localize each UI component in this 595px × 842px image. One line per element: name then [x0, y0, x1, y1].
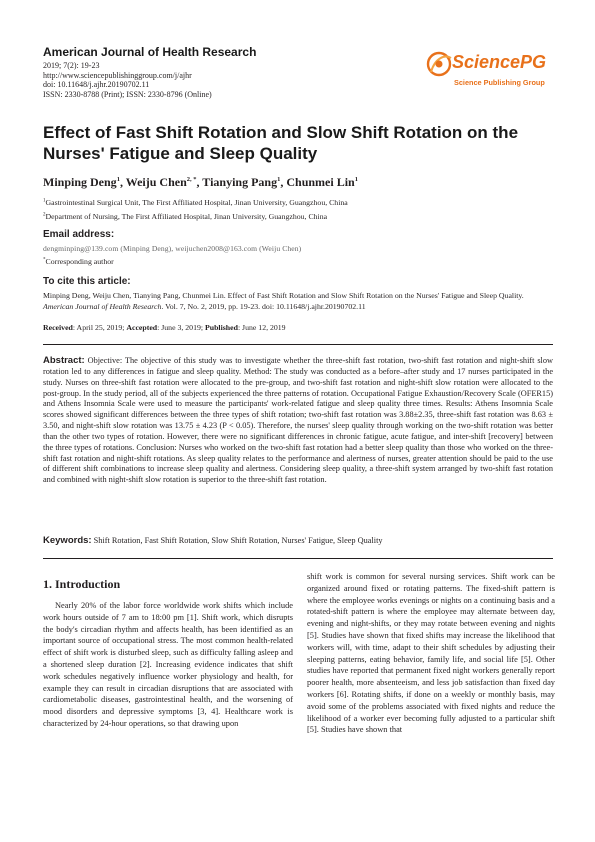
author-name: Tianying Pang — [202, 175, 278, 189]
journal-doi: doi: 10.11648/j.ajhr.20190702.11 — [43, 80, 150, 90]
author-sup: 1 — [116, 176, 120, 183]
affiliation-sup: 1 — [43, 198, 46, 204]
keywords — [43, 535, 553, 546]
article-dates — [43, 323, 286, 332]
divider-bottom — [43, 558, 553, 559]
author-sup: 1 — [354, 176, 358, 183]
section-heading-introduction: 1. Introduction — [43, 577, 121, 591]
journal-issn: ISSN: 2330-8788 (Print); ISSN: 2330-8796 (Online) — [43, 89, 212, 99]
citation-journal: American Journal of Health Research — [43, 301, 162, 311]
corresponding-sup: * — [43, 257, 46, 263]
citation-part-2: . Vol. 7, No. 2, 2019, pp. 19-23. doi: 10.11648/j.ajhr.20190702.11 — [161, 301, 366, 311]
accepted-date: : June 3, 2019; — [157, 323, 205, 332]
keywords-text: Shift Rotation, Fast Shift Rotation, Slow Shift Rotation, Nurses' Fatigue, Sleep Quality — [93, 536, 383, 545]
logo-name: SciencePG — [452, 52, 547, 72]
published-date: : June 12, 2019 — [237, 323, 286, 332]
cite-heading: To cite this article: — [43, 276, 131, 287]
corresponding-author — [43, 257, 114, 266]
author-sup: 2, * — [186, 176, 197, 183]
author-list: Minping Deng$^1$, Weiju Chen$^{2, *}$, Tianying Pang$^1$, Chunmei Lin$^1$ — [43, 175, 358, 189]
keywords-label: Keywords: — [43, 535, 92, 546]
affiliation-text: Gastrointestinal Surgical Unit, The First Affiliated Hospital, Jinan University, Guangzhou, China — [45, 198, 348, 207]
affiliation-text: Department of Nursing, The First Affiliated Hospital, Jinan University, Guangzhou, China — [45, 212, 328, 221]
author-name: Chunmei Lin — [286, 175, 355, 189]
author-name: Weiju Chen — [125, 175, 187, 189]
citation-part-1: Minping Deng, Weiju Chen, Tianying Pang, Chunmei Lin. Effect of Fast Shift Rotation and Slow Shift Rotation on the Nurses' Fatigue and Sleep Quality. — [43, 291, 524, 300]
corresponding-text: Corresponding author — [45, 257, 114, 266]
email-addresses[interactable]: dengminping@139.com (Minping Deng), weijuchen2008@163.com (Weiju Chen) — [43, 244, 302, 253]
paper-title: Effect of Fast Shift Rotation and Slow Shift Rotation on the Nurses' Fatigue and Sleep Quality — [43, 123, 519, 163]
intro-column-right: shift work is common for several nursing services. Shift work can be organized around fixed or rotating patterns. The fixed-shift pattern is where the employee works evenings or nights on a continuing basis and a rotated-shift pattern is where the employee may alternate between day, evening and night-shifts, or they may rotate between evening and nights [5]. Studies have shown that fixed shifts may increase the likelihood that workers will, with time, adapt to their shift schedules by adjusting their sleeping patterns, eating behavior, family life, and social life [5]. Other studies have reported that permanent fixed night workers generally report poorer health, more absenteeism, and less job satisfaction than fixed day workers [6]. Rotating shifts, if done on a weekly or monthly basis, may avoid some of the problems associated with fixed nights and reduce the likelihood of a worker ever becoming fully adjusted to a particular shift [5]. Studies have shown that — [307, 572, 555, 735]
logo-subtitle: Science Publishing Group — [454, 78, 545, 87]
volume-info: 2019; 7(2): 19-23 — [43, 61, 100, 70]
citation-text — [43, 291, 555, 312]
author-sup: 1 — [277, 176, 281, 183]
abstract-text: Objective: The objective of this study was to investigate whether the three-shift fast rotation, two-shift fast rotation and night-shift slow rotation led to any differences in fatigue and sleep quality. Method: The study was conducted as a before–after study and 17 nurses participated in the study. Nurses on three-shift fast rotation were allocated to the pre-group, and two-shift fast rotation and night-shift slow rotation were allocated to the post-group. In the study period, all of the subjects experienced the three patterns of rotation. Occupational Fatigue Exhaustion/Recovery Scale (OFER15) and Athens Insomnia Scale were used to measure the participants' work-related fatigue and sleep quality three times. Results: Athens Insomnia Scale scores showed significant differences between the three types of shift rotation; two-shift fast rotation was 3.88±2.35, three-shift fast rotation was 8.63 ± 3.50, and night-shift slow rotation was 13.75 ± 4.23 (P < 0.05). Therefore, the nurses' sleep quality through working on the two-shift rotation was better than the other two types of rotation. However, there were no significant differences in chronic fatigue, acute fatigue, and inter-shift [recovery] between the three types of rotations. Conclusion: Nurses who worked on the two-shift fast rotation had a better sleep quality than those who worked on the three-shift fast rotation and night-shift rotations. As sleep quality relates to the performance and alertness of nurses, greater attention should be paid to the use of different shift combinations to increase sleep quality and alertness. Considering sleep quality, a three-shift system arranged by two-shift fast rotation and combined with night-shift slow rotation is superior to the three-shift fast rotation. — [43, 356, 553, 485]
journal-url[interactable]: http://www.sciencepublishinggroup.com/j/ajhr — [43, 70, 192, 80]
published-label: Published — [205, 323, 238, 332]
journal-name: American Journal of Health Research — [43, 45, 257, 59]
author-name: Minping Deng — [43, 175, 117, 189]
received-label: Received — [43, 323, 73, 332]
intro-column-left: Nearly 20% of the labor force worldwide work shifts which include work hours outside of 7 am to 18:00 pm [1]. Shift work, which disrupts the body's circadian rhythm and affects health, has been identified as an important source of occupational stress. The most common health-related effect of shift work is disturbed sleep, such as difficulty falling asleep and a shortened sleep duration [2]. Increasing evidence indicates that shift work schedules negatively influence worker physiology and health, for example they can result in circadian disruptions that are associated with cardiometabolic diseases, gastrointestinal health, and the worsening of mood disorders and depressive symptoms [3, 4]. Healthcare work is characterized by 24-hour operations, so that drawing upon — [43, 601, 293, 728]
abstract-label: Abstract: — [43, 355, 85, 366]
email-heading: Email address: — [43, 229, 115, 240]
affiliation-1 — [43, 198, 348, 207]
journal-meta — [43, 61, 212, 99]
divider-top — [43, 344, 553, 345]
accepted-label: Accepted — [126, 323, 158, 332]
affiliation-sup: 2 — [43, 212, 46, 218]
affiliation-2 — [43, 212, 327, 221]
abstract — [43, 356, 553, 486]
received-date: : April 25, 2019; — [72, 323, 127, 332]
